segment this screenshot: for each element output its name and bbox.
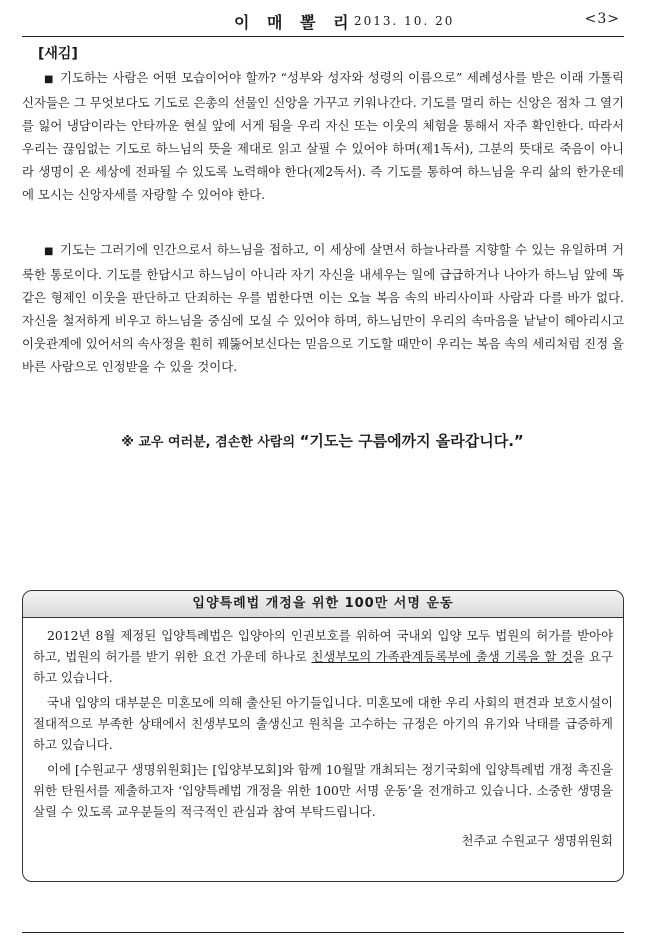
campaign-signature: 천주교 수원교구 생명위원회 <box>461 833 613 848</box>
paragraph-text: 을 요구하고 있습니다. <box>33 649 613 685</box>
closing-quote: “기도는 구름에까지 올라갑니다.” <box>299 432 524 450</box>
footer-divider <box>22 932 624 933</box>
campaign-body <box>33 625 613 851</box>
square-bullet-icon: ■ <box>44 246 54 257</box>
meditation-paragraph-1 <box>22 66 624 206</box>
section-label: [새김] <box>38 46 78 62</box>
bulletin-date: 2013. 10. 20 <box>354 14 455 28</box>
campaign-paragraph-1 <box>33 625 613 688</box>
paragraph-text: 기도는 그러기에 인간으로서 하느님을 접하고, 이 세상에 살면서 하늘나라를 지향할 수 있는 유일하며 거룩한 통로이다. 기도를 한답시고 하느님이 아니라 자기 자신을 내세우는 일에 급급하거나 나아가 하느님 앞에 똑같은 형제인 이웃을 판단하고 단죄하는 우를 범한다면 이는 오늘 복음 속의 바리사이파 사람과 다를 바가 없다. 자신을 철저하게 비우고 하느님을 중심에 모실 수 있어야 하며, 하느님만이 우리의 속마음을 낱낱이 헤아리시고 이웃관계에 있어서의 속사정을 훤히 꿰뚫어보신다는 믿음으로 기도할 때만이 우리는 복음 속의 세리처럼 진정 올바른 사람으로 인정받을 수 있을 것이다. <box>22 242 624 374</box>
campaign-title: 입양특례법 개정을 위한 100만 서명 운동 <box>23 591 623 618</box>
header-divider <box>22 36 624 37</box>
meditation-paragraph-2 <box>22 238 624 378</box>
campaign-paragraph-3: 이에 [수원교구 생명위원회]는 [입양부모회]와 함께 10월말 개최되는 정기국회에 입양특례법 개정 촉진을 위한 탄원서를 제출하고자 ‘입양특례법 개정을 위한 100만 서명 운동’을 전개하고 있습니다. 소중한 생명을 살릴 수 있도록 교우분들의 적극적인 관심과 참여 부탁드립니다. <box>33 762 613 819</box>
bulletin-title: 이 매 뽈 리 <box>234 13 355 32</box>
closing-remark <box>0 430 645 451</box>
underlined-requirement: 친생부모의 가족관계등록부에 출생 기록을 할 것 <box>311 649 573 664</box>
square-bullet-icon: ■ <box>44 74 55 85</box>
campaign-notice-box <box>22 590 624 882</box>
paragraph-text: 기도하는 사람은 어떤 모습이어야 할까? “성부와 성자와 성령의 이름으로” 세례성사를 받은 이래 가톨릭 신자들은 그 무엇보다도 기도로 은총의 선물인 신앙을 가꾸고 키워나간다. 기도를 멀리 하는 신앙은 점차 그 열기를 잃어 냉담이라는 안타까운 현실 앞에 서게 됨을 우리 자신 또는 이웃의 체험을 통해서 자주 확인한다. 따라서 우리는 끊임없는 기도로 하느님의 뜻을 제대로 읽고 살필 수 있어야 하며(제1독서), 그분의 뜻대로 죽음이 아니라 생명이 온 세상에 전파될 수 있도록 노력해야 한다(제2독서). 즉 기도를 통하여 하느님을 우리 삶의 한가운데에 모시는 신앙자세를 자랑할 수 있어야 한다. <box>22 70 624 202</box>
paragraph-text: 2012년 8월 제정된 입양특례법은 입양아의 인권보호를 위하여 국내외 입양 모두 법원의 허가를 받아야 하고, 법원의 허가를 받기 위한 요건 가운데 하나로 <box>33 628 613 664</box>
page-header <box>22 4 624 36</box>
campaign-paragraph-2: 국내 입양의 대부분은 미혼모에 의해 출산된 아기들입니다. 미혼모에 대한 우리 사회의 편견과 보호시설이 절대적으로 부족한 상태에서 친생부모의 출생신고 원칙을 고수하는 규정은 아기의 유기와 낙태를 급증하게 하고 있습니다. <box>33 695 613 752</box>
page-number: <3> <box>584 11 620 27</box>
closing-prefix: ※ 교우 여러분, 겸손한 사람의 <box>121 435 300 450</box>
